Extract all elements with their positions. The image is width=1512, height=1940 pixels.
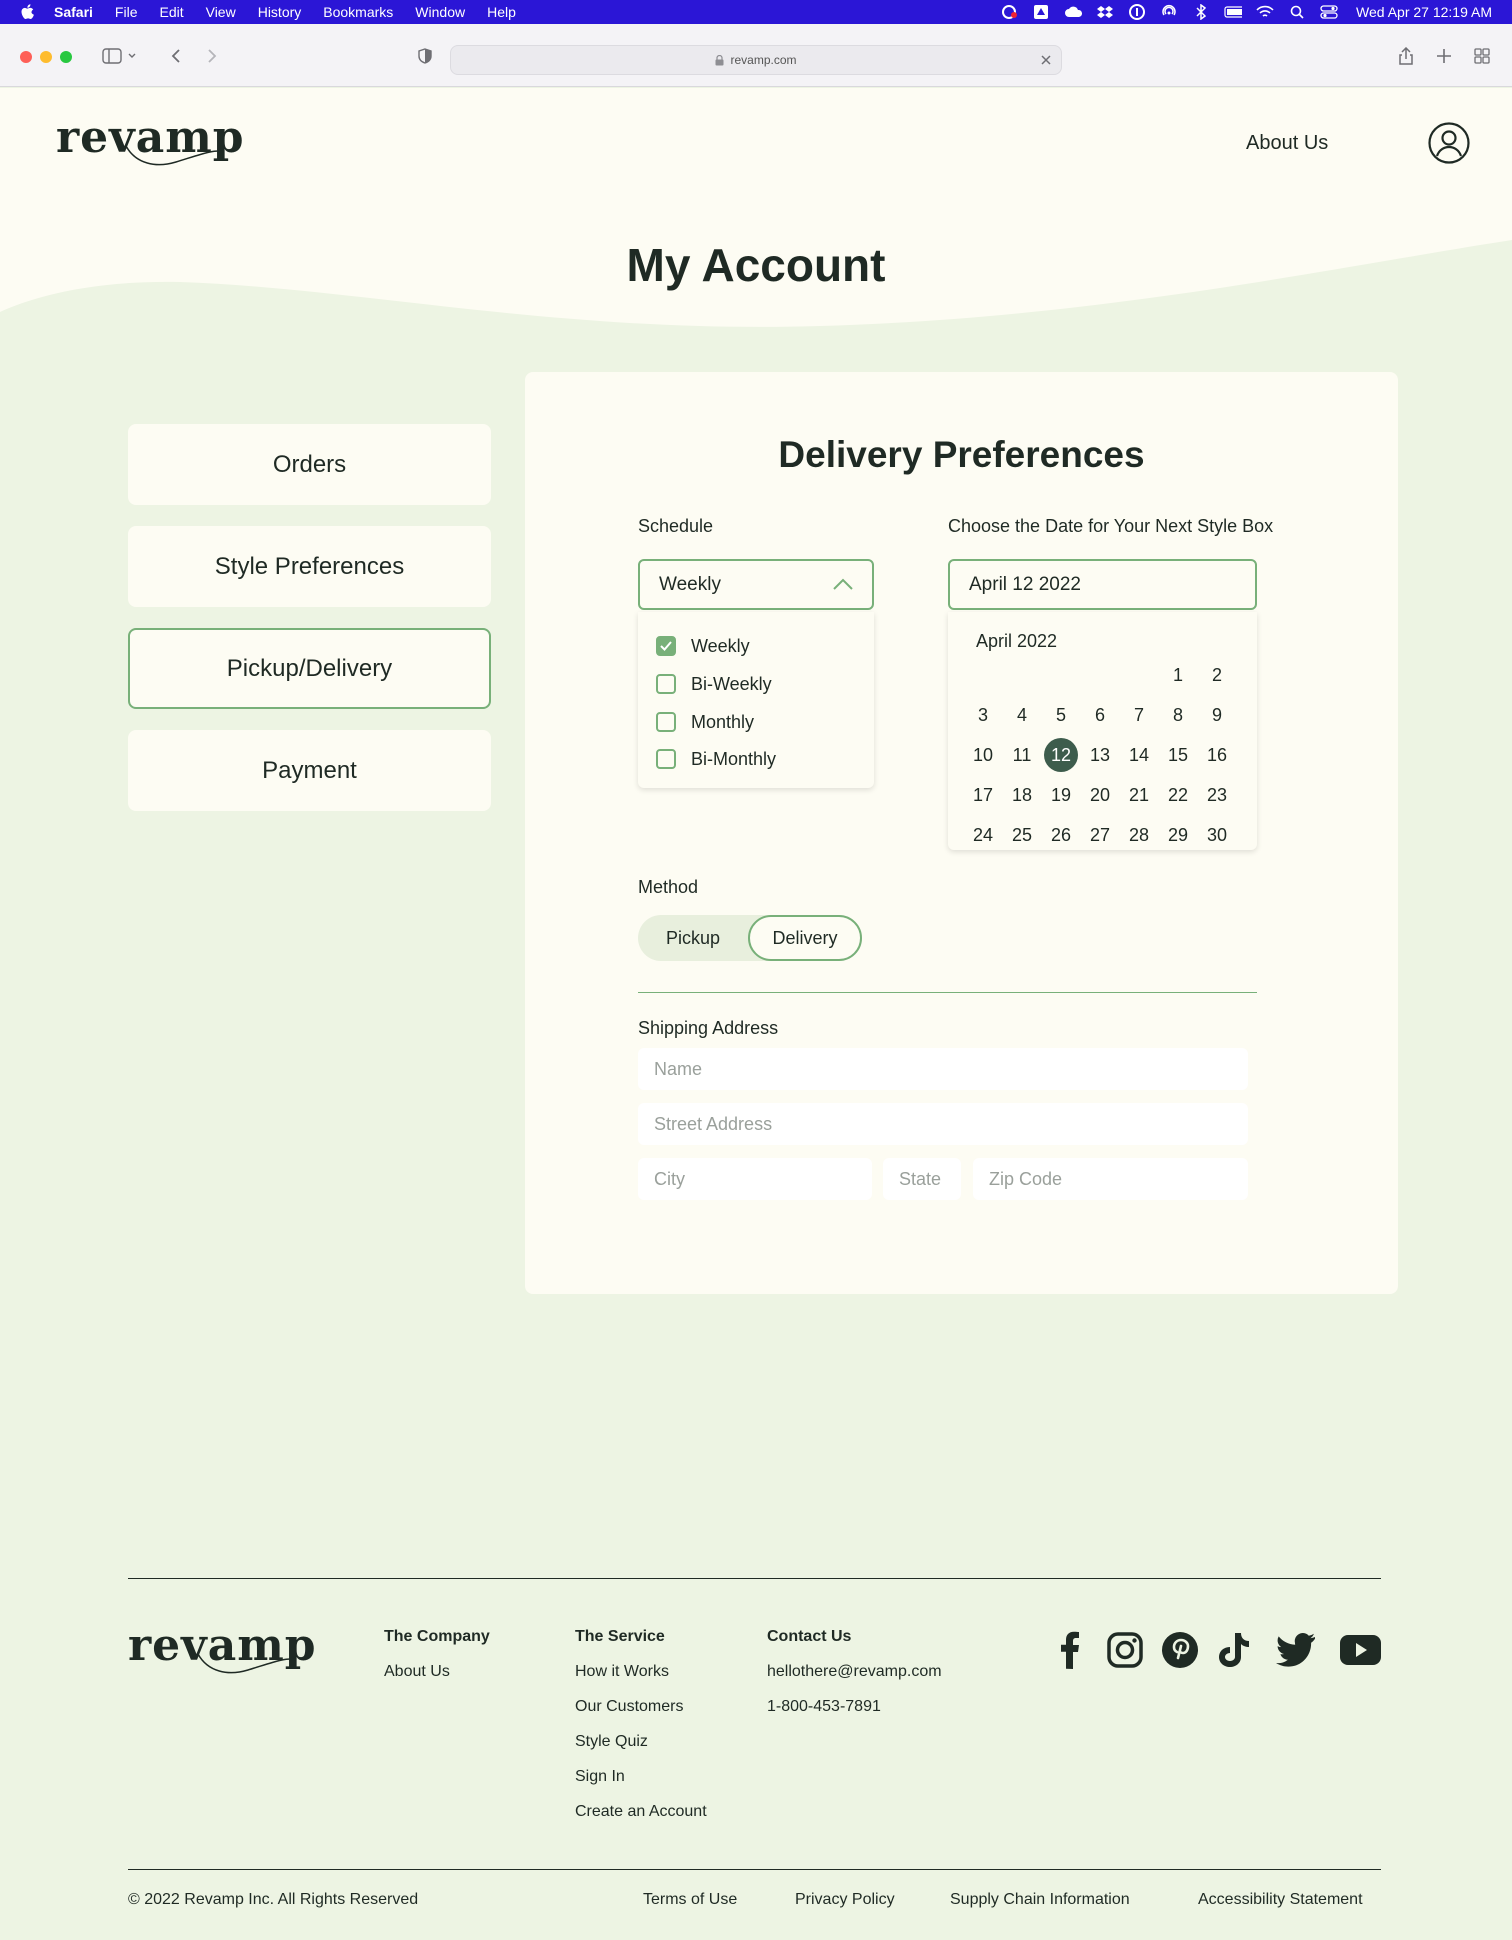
nav-about-link[interactable]: About Us	[1246, 132, 1329, 154]
sidebar-item-label: Style Preferences	[214, 552, 405, 580]
schedule-option-label: Bi-Monthly	[691, 748, 777, 769]
schedule-label: Schedule	[638, 516, 714, 536]
address-bar[interactable]	[450, 45, 1062, 75]
sidebar-item-pickup-delivery[interactable]	[128, 628, 491, 709]
footer-service-heading: The Service	[575, 1628, 665, 1645]
apple-icon[interactable]	[18, 3, 36, 21]
method-delivery-button[interactable]	[748, 915, 862, 961]
checkbox[interactable]	[656, 674, 676, 694]
city-input[interactable]	[638, 1158, 872, 1200]
twitter-icon[interactable]	[1275, 1628, 1317, 1672]
control-center-icon[interactable]	[1320, 4, 1338, 20]
new-tab-icon[interactable]	[1432, 44, 1456, 68]
pinterest-icon[interactable]	[1161, 1628, 1199, 1672]
delivery-preferences-card	[525, 372, 1398, 1294]
calendar-day[interactable]: 3	[977, 704, 988, 725]
name-input[interactable]	[638, 1048, 1248, 1090]
footer-company-heading: The Company	[384, 1628, 490, 1645]
footer-link-sign-in[interactable]: Sign In	[575, 1768, 625, 1785]
schedule-option-label: Bi-Weekly	[691, 673, 772, 694]
calendar-day-selected[interactable]: 12	[1044, 738, 1078, 772]
forward-icon[interactable]	[200, 44, 224, 68]
schedule-option-label: Monthly	[691, 711, 755, 732]
calendar-day[interactable]: 5	[1055, 704, 1066, 725]
sidebar-toggle-icon[interactable]	[100, 44, 140, 68]
cloud-sync-icon[interactable]	[1064, 4, 1082, 20]
method-toggle	[638, 915, 862, 961]
section-divider	[638, 992, 1257, 993]
facebook-icon[interactable]	[1056, 1628, 1084, 1672]
clear-url-icon[interactable]	[1037, 51, 1055, 69]
calendar-day[interactable]: 25	[1011, 824, 1033, 845]
window-controls	[20, 51, 72, 63]
calendar-day[interactable]: 23	[1206, 784, 1228, 805]
calendar-day[interactable]: 8	[1172, 704, 1183, 725]
back-icon[interactable]	[164, 44, 188, 68]
schedule-selected-value: Weekly	[659, 573, 721, 595]
footer-link-how-it-works[interactable]: How it Works	[575, 1663, 669, 1680]
footer-logo-text: revamp	[128, 1620, 317, 1671]
footer-contact-phone[interactable]: 1-800-453-7891	[767, 1698, 881, 1715]
method-label: Method	[638, 877, 699, 897]
shipping-label: Shipping Address	[638, 1018, 779, 1038]
calendar-day[interactable]: 28	[1128, 824, 1150, 845]
airdrop-icon[interactable]	[1160, 4, 1178, 20]
calendar-day[interactable]: 10	[972, 744, 994, 765]
footer-link-create-account[interactable]: Create an Account	[575, 1803, 707, 1820]
wifi-icon[interactable]	[1256, 4, 1274, 20]
schedule-option-bi-monthly[interactable]	[656, 747, 776, 771]
checkbox-checked[interactable]	[656, 636, 676, 656]
calendar-day[interactable]: 2	[1211, 664, 1222, 685]
menu-file[interactable]: File	[114, 4, 138, 20]
calendar-day[interactable]: 13	[1089, 744, 1111, 765]
creative-cloud-icon[interactable]	[1000, 4, 1018, 20]
sidebar-item-orders[interactable]	[128, 424, 491, 505]
calendar-month: April 2022	[976, 631, 1058, 651]
sidebar-item-label: Orders	[272, 450, 347, 478]
calendar-day[interactable]: 22	[1167, 784, 1189, 805]
supply-chain-link[interactable]: Supply Chain Information	[950, 1891, 1130, 1908]
instagram-icon[interactable]	[1106, 1628, 1144, 1672]
footer-link-style-quiz[interactable]: Style Quiz	[575, 1733, 648, 1750]
date-value: April 12 2022	[969, 573, 1081, 595]
tiktok-icon[interactable]	[1216, 1628, 1252, 1672]
minimize-window-button[interactable]	[40, 51, 52, 63]
state-input[interactable]	[883, 1158, 961, 1200]
calendar-day[interactable]: 24	[972, 824, 994, 845]
method-option-label: Pickup	[665, 927, 721, 948]
dropbox-icon[interactable]	[1096, 4, 1114, 20]
calendar-day[interactable]: 19	[1050, 784, 1072, 805]
calendar-day[interactable]: 27	[1089, 824, 1111, 845]
footer-contact-heading: Contact Us	[767, 1628, 852, 1645]
footer-link-our-customers[interactable]: Our Customers	[575, 1698, 684, 1715]
status-area	[1000, 0, 1492, 24]
address-text: revamp.com	[730, 53, 797, 67]
account-icon[interactable]	[1428, 122, 1470, 164]
sidebar-item-payment[interactable]	[128, 730, 491, 811]
calendar-day[interactable]: 20	[1089, 784, 1111, 805]
header-logo[interactable]	[56, 112, 245, 163]
close-window-button[interactable]	[20, 51, 32, 63]
checkbox[interactable]	[656, 712, 676, 732]
calendar-day[interactable]: 11	[1012, 744, 1032, 765]
footer-divider-top	[128, 1578, 1381, 1579]
calendar-day[interactable]: 4	[1016, 704, 1027, 725]
calendar-day[interactable]: 21	[1128, 784, 1150, 805]
browser-toolbar	[0, 24, 1512, 87]
calendar-day[interactable]: 29	[1167, 824, 1189, 845]
privacy-shield-icon[interactable]	[413, 44, 437, 68]
menubar	[0, 0, 1512, 24]
calendar-day[interactable]: 18	[1011, 784, 1033, 805]
calendar-day[interactable]: 30	[1206, 824, 1228, 845]
web-page	[0, 88, 1512, 1940]
schedule-option-label: Weekly	[691, 635, 750, 656]
copyright-text: © 2022 Revamp Inc. All Rights Reserved	[128, 1891, 419, 1908]
check-icon	[659, 640, 673, 652]
page-title: My Account	[626, 239, 886, 291]
sidebar-item-label: Pickup/Delivery	[226, 654, 393, 682]
date-label: Choose the Date for Your Next Style Box	[948, 516, 1274, 536]
terms-of-use-link[interactable]: Terms of Use	[643, 1891, 738, 1908]
spotlight-search-icon[interactable]	[1288, 4, 1306, 20]
calendar-day[interactable]: 15	[1167, 744, 1189, 765]
method-option-label: Delivery	[772, 927, 838, 948]
card-title: Delivery Preferences	[778, 434, 1145, 475]
header-logo-text: revamp	[56, 112, 245, 163]
logo-swoosh-icon	[128, 1650, 298, 1680]
zip-code-input[interactable]	[973, 1158, 1248, 1200]
tab-overview-icon[interactable]	[1470, 44, 1494, 68]
calendar-day[interactable]: 9	[1211, 704, 1222, 725]
calendar-day[interactable]: 14	[1128, 744, 1150, 765]
menu-edit[interactable]: Edit	[159, 4, 184, 20]
share-icon[interactable]	[1394, 44, 1418, 68]
calendar-day[interactable]: 26	[1050, 824, 1072, 845]
footer-contact-email[interactable]: hellothere@revamp.com	[767, 1663, 942, 1680]
bluetooth-icon[interactable]	[1192, 4, 1210, 20]
battery-icon[interactable]	[1224, 4, 1242, 20]
chevron-up-icon	[832, 576, 854, 592]
menu-help[interactable]: Help	[487, 4, 516, 20]
lock-icon	[715, 55, 724, 66]
schedule-option-weekly[interactable]	[656, 634, 750, 658]
drive-icon[interactable]	[1032, 4, 1050, 20]
zoom-window-button[interactable]	[60, 51, 72, 63]
schedule-dropdown	[638, 612, 874, 788]
privacy-policy-link[interactable]: Privacy Policy	[795, 1891, 895, 1908]
schedule-option-monthly[interactable]	[656, 710, 754, 734]
calendar-day[interactable]: 17	[972, 784, 994, 805]
schedule-select[interactable]	[638, 559, 874, 610]
calendar-day[interactable]: 16	[1206, 744, 1228, 765]
schedule-option-bi-weekly[interactable]	[656, 672, 772, 696]
street-address-input[interactable]	[638, 1103, 1248, 1145]
sidebar-item-label: Payment	[262, 756, 357, 784]
calendar-popup	[948, 612, 1257, 850]
menu-history[interactable]: History	[257, 4, 302, 20]
1password-icon[interactable]	[1128, 4, 1146, 20]
menu-bookmarks[interactable]: Bookmarks	[323, 4, 394, 20]
method-pickup-button[interactable]	[638, 915, 748, 961]
calendar-day[interactable]: 7	[1133, 704, 1144, 725]
sidebar-item-style-preferences[interactable]	[128, 526, 491, 607]
menubar-clock[interactable]: Wed Apr 27 12:19 AM	[1356, 4, 1492, 20]
logo-swoosh-icon	[56, 142, 226, 172]
menu-window[interactable]: Window	[415, 4, 466, 20]
youtube-icon[interactable]	[1340, 1628, 1381, 1672]
menu-app-safari[interactable]: Safari	[54, 4, 93, 20]
date-input[interactable]	[948, 559, 1257, 610]
footer-link-about-us[interactable]: About Us	[384, 1663, 450, 1680]
calendar-day[interactable]: 1	[1172, 664, 1183, 685]
footer-divider-bottom	[128, 1869, 1381, 1870]
accessibility-link[interactable]: Accessibility Statement	[1198, 1891, 1363, 1908]
menu-view[interactable]: View	[205, 4, 236, 20]
calendar-day[interactable]: 6	[1094, 704, 1105, 725]
checkbox[interactable]	[656, 749, 676, 769]
footer-logo[interactable]	[128, 1620, 317, 1671]
